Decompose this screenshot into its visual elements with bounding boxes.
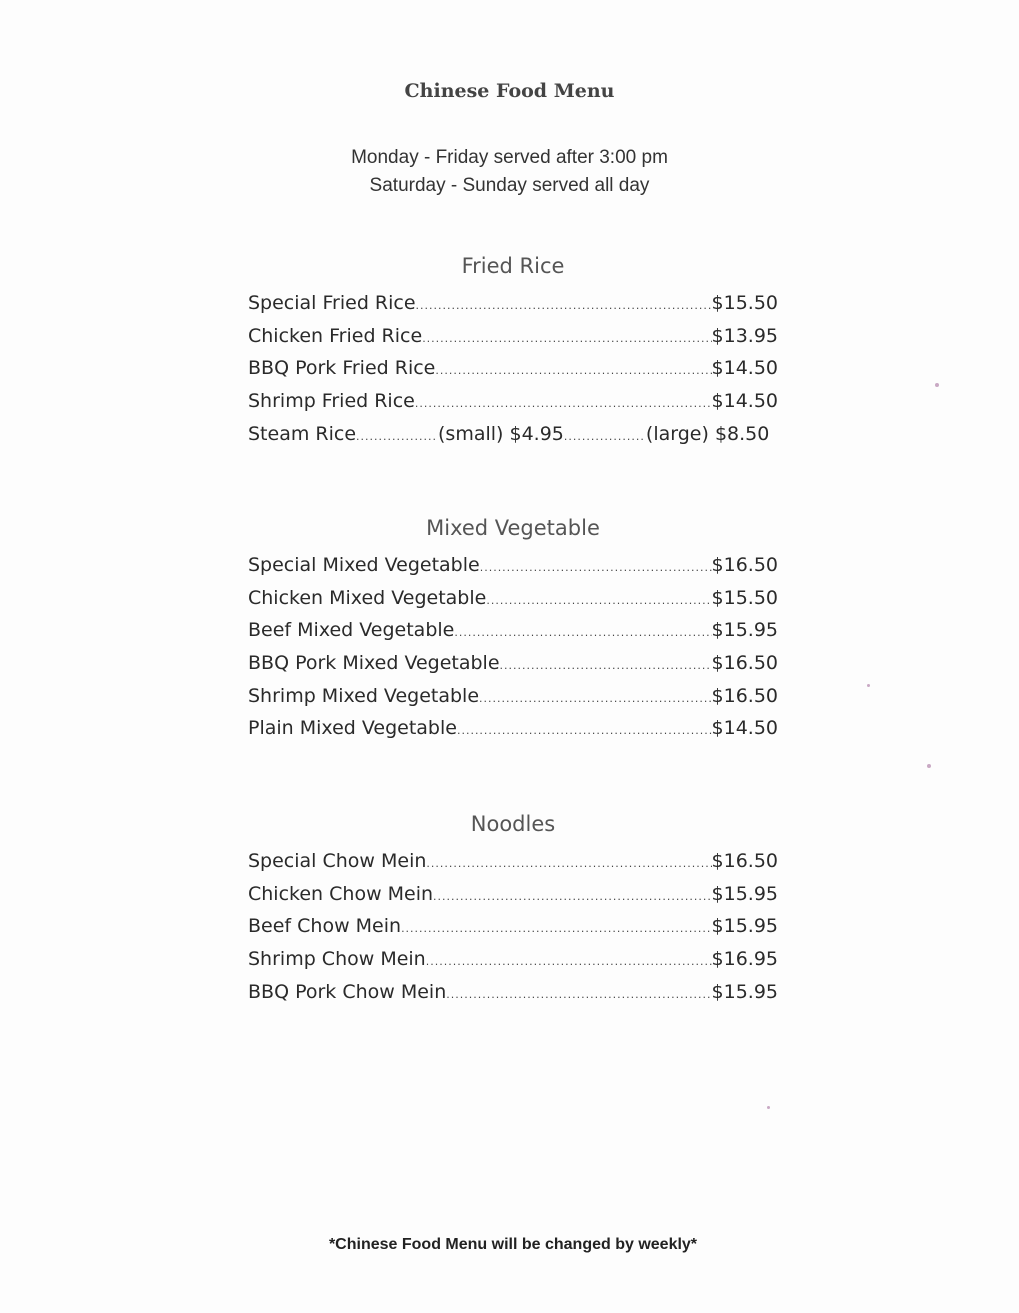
section-heading-mixed-vegetable: Mixed Vegetable [426, 516, 600, 540]
dot-leader [457, 724, 712, 737]
menu-item [248, 390, 778, 423]
item-price: $15.50 [711, 586, 778, 609]
menu-item [248, 850, 778, 883]
item-price: $14.50 [711, 717, 778, 740]
item-name: BBQ Pork Chow Mein [248, 980, 447, 1003]
menu-item [248, 652, 778, 685]
section-heading-noodles: Noodles [470, 812, 556, 836]
item-name: Steam Rice [248, 422, 357, 445]
dot-leader [480, 561, 712, 574]
menu-item [248, 587, 778, 620]
dot-leader [401, 922, 711, 935]
weekend-hours: Saturday - Sunday served all day [369, 175, 650, 196]
dot-leader [356, 430, 438, 443]
dot-leader [454, 626, 711, 639]
item-name: Special Chow Mein [248, 850, 427, 872]
item-price: $16.50 [711, 684, 778, 707]
menu-item [248, 554, 778, 587]
item-price: $15.95 [711, 915, 778, 938]
dot-leader [426, 955, 712, 968]
item-name: Special Fried Rice [248, 292, 416, 314]
dot-leader [422, 332, 711, 345]
item-price: $15.95 [711, 882, 778, 905]
menu-item [248, 915, 778, 948]
item-name: Beef Chow Mein [248, 915, 402, 938]
menu-item [248, 883, 778, 916]
item-price: $16.50 [711, 850, 778, 872]
menu-item [248, 292, 778, 325]
menu-item [248, 981, 778, 1014]
menu-item-steam-rice [248, 423, 778, 456]
item-name: BBQ Pork Mixed Vegetable [248, 652, 500, 675]
mixed-vegetable-list [248, 554, 778, 750]
item-name: Chicken Mixed Vegetable [248, 586, 487, 609]
page-title: Chinese Food Menu [404, 80, 615, 102]
item-name: Shrimp Fried Rice [248, 390, 415, 413]
item-name: Chicken Chow Mein [248, 882, 434, 905]
item-price: $13.95 [711, 324, 778, 347]
item-name: Shrimp Mixed Vegetable [248, 684, 480, 707]
serving-hours [0, 144, 1019, 200]
dot-leader [426, 857, 711, 870]
dot-leader [415, 397, 712, 410]
scan-speck [927, 764, 931, 768]
large-size-price: $8.50 [714, 422, 770, 445]
small-size-label: (small) [438, 422, 504, 445]
menu-footnote: *Chinese Food Menu will be changed by weekly* [328, 1236, 698, 1253]
item-price: $15.95 [711, 619, 778, 642]
scan-speck [935, 383, 939, 387]
item-name: Chicken Fried Rice [248, 324, 423, 347]
large-size-label: (large) [645, 422, 709, 445]
noodles-list [248, 850, 778, 1013]
dot-leader [479, 692, 712, 705]
item-name: Plain Mixed Vegetable [248, 717, 457, 740]
section-heading-fried-rice: Fried Rice [461, 254, 565, 278]
item-name: Beef Mixed Vegetable [248, 619, 455, 642]
item-name: Shrimp Chow Mein [248, 948, 426, 971]
dot-leader [435, 364, 711, 377]
fried-rice-list [248, 292, 778, 455]
menu-item [248, 325, 778, 358]
weekday-hours: Monday - Friday served after 3:00 pm [351, 147, 668, 168]
item-price: $14.50 [711, 357, 778, 380]
menu-item [248, 619, 778, 652]
item-price: $15.50 [711, 292, 778, 314]
item-price: $16.95 [711, 948, 778, 971]
item-price: $16.50 [711, 554, 778, 576]
item-name: Special Mixed Vegetable [248, 554, 480, 576]
dot-leader [564, 430, 646, 443]
item-price: $14.50 [711, 390, 778, 413]
menu-item [248, 717, 778, 750]
dot-leader [446, 988, 711, 1001]
item-name: BBQ Pork Fried Rice [248, 357, 436, 380]
dot-leader [433, 890, 711, 903]
item-price: $16.50 [711, 652, 778, 675]
small-size-price: $4.95 [509, 422, 564, 445]
scan-speck [867, 684, 870, 687]
dot-leader [416, 299, 712, 312]
item-price: $15.95 [711, 980, 778, 1003]
dot-leader [486, 594, 711, 607]
menu-item [248, 357, 778, 390]
menu-item [248, 685, 778, 718]
menu-item [248, 948, 778, 981]
scan-speck [767, 1106, 770, 1109]
dot-leader [500, 659, 712, 672]
